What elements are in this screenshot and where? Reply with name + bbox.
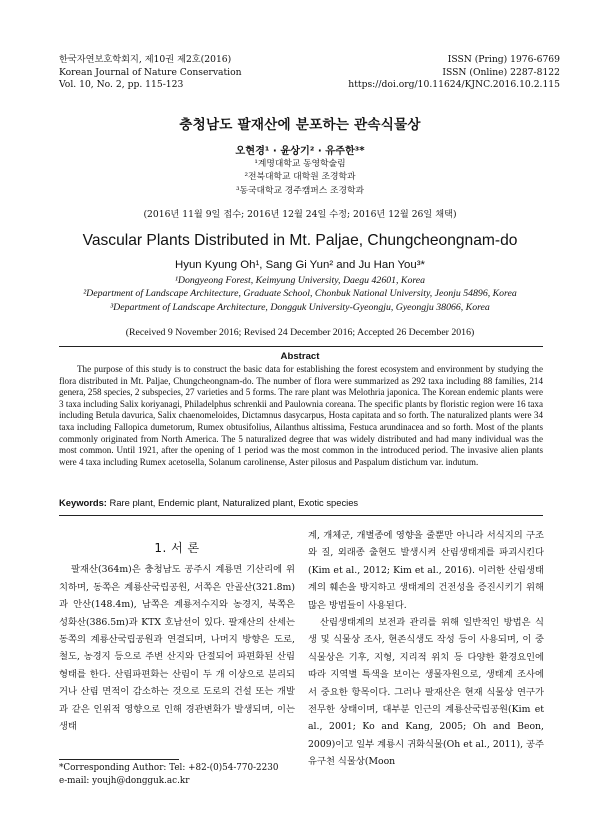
right-column <box>308 527 544 771</box>
journal-name-english: Korean Journal of Nature Conservation <box>59 66 242 78</box>
intro-paragraph-1-continued: 계, 개체군, 개별종에 영향을 줄뿐만 아니라 서식지의 구조와 질, 외래종 출현도 발생시켜 산림생태계를 파괴시킨다(Kim et al., 2012; Kim et al., 2016). 이러한 산림생태계의 훼손을 방지하고 생태계의 건전성을 증진시키기 위해 많은 방법들이 사용된다. <box>308 530 544 611</box>
journal-volume: Vol. 10, No. 2, pp. 115-123 <box>59 79 184 91</box>
corresponding-author: *Corresponding Author: Tel: +82-(0)54-770-2230 <box>59 763 279 773</box>
doi-link[interactable]: https://doi.org/10.11624/KJNC.2016.10.2.115 <box>348 79 560 91</box>
journal-header-right <box>348 54 560 92</box>
english-authors: Hyun Kyung Oh¹, Sang Gi Yun² and Ju Han You³* <box>175 259 425 271</box>
english-affiliation-2: ²Department of Landscape Architecture, Graduate School, Chonbuk National University, Jeonju 54896, Korea <box>83 288 517 300</box>
journal-header-left <box>59 54 242 92</box>
korean-affiliations <box>0 158 600 198</box>
issn-print: ISSN (Pring) 1976-6769 <box>447 54 560 65</box>
english-affiliation-3: ³Department of Landscape Architecture, Dongguk University-Gyeongju, Gyeongju 38066, Korea <box>110 301 490 313</box>
english-dates: (Received 9 November 2016; Revised 24 December 2016; Accepted 26 December 2016) <box>125 327 475 338</box>
english-affiliations <box>0 274 600 314</box>
korean-title: 충청남도 팔재산에 분포하는 관속식물상 <box>179 117 421 133</box>
korean-affiliation-1: ¹계명대학교 동영학술림 <box>254 159 346 169</box>
abstract-body: The purpose of this study is to construct the basic data for establishing the forest ecosystem and environment by studying the flora distributed in Mt. Paljae, Chungcheongnam-do. The number of flora were summarized as 292 taxa including 88 families, 214 genera, 258 species, 2 subspecies, 27 varieties and 5 forms. The rare plant was Melothria japonica. The Korean endemic plants were 3 taxa including Salix koriyanagi, Philadelphus schrenkii and Paulownia coreana. The specific plants by floristic region were 16 taxa including Betula davurica, Salix chaenomeloides, Dictamnus dasycarpus, Hosta capitata and so forth. The naturalized plants were 34 taxa including Fallopica dumetorum, Rumex obtusifolius, Ailanthus altissima, Festuca arundinacea and so forth. Most of the plants commonly originated from North America. The 5 naturalized degree that was widely distributed and had many individual was the most common. Until 1921, after the opening of 1 period was the most common in the introduced period. The invasive alien plants were 4 taxa including Rumex acetosella, Solanum carolinense, Aster pilosus and Paspalum distichum var. indutum. <box>59 364 543 467</box>
english-affiliation-1: ¹Dongyeong Forest, Keimyung University, Daegu 42601, Korea <box>174 275 426 286</box>
english-title: Vascular Plants Distributed in Mt. Paljae, Chungcheongnam-do <box>82 232 518 249</box>
keywords-text: Rare plant, Endemic plant, Naturalized plant, Exotic species <box>109 497 359 508</box>
korean-authors: 오현경¹ · 윤상기² · 유주한³* <box>235 146 365 157</box>
abstract-heading: Abstract <box>280 351 320 362</box>
footnote <box>59 762 299 788</box>
intro-paragraph-1: 팔재산(364m)은 충청남도 공주시 계룡면 기산리에 위치하며, 동쪽은 계룡산국립공원, 서쪽은 안골산(321.8m)과 안산(148.4m), 남쪽은 계룡저수지와 농경지, 북쪽은 성화산(386.5m)과 KTX 호남선이 있다. 팔재산의 산세는 동쪽의 계룡산국립공원과 연결되며, 나머지 방향은 도로, 철도, 농경지 등으로 주변 산지와 단절되어 파편화된 산림 형태를 한다. 산림파편화는 산림이 두 개 이상으로 분리되거나 산림 면적이 감소하는 것으로 도로의 건설 또는 개발과 같은 인위적 영향으로 인해 경관변화가 발생되며, 이는 생태 <box>59 564 295 733</box>
journal-name-korean: 한국자연보호학회지, 제10권 제2호(2016) <box>59 54 232 65</box>
abstract-top-rule <box>59 346 543 347</box>
korean-affiliation-3: ³동국대학교 경주캠퍼스 조경학과 <box>235 185 365 196</box>
corresponding-email[interactable]: e-mail: youjh@dongguk.ac.kr <box>59 776 190 786</box>
left-column <box>59 540 295 735</box>
korean-affiliation-2: ²전북대학교 대학원 조경학과 <box>244 172 356 183</box>
keywords-label: Keywords: <box>59 497 107 508</box>
intro-paragraph-2: 산림생태계의 보전과 관리를 위해 일반적인 방법은 식생 및 식물상 조사, 현존식생도 작성 등이 사용되며, 이 중 식물상은 기후, 지형, 지리적 위치 등 다양한 환경요인에 따라 지역별 특색을 보이는 생물자원으로, 생태계 조사에서 중요한 항목이다. 그러나 팔재산은 현재 식물상 연구가 전무한 상태이며, 대부분 인근의 계룡산국립공원(Kim et al., 2001; Ko and Kang, 2005; Oh and Beon, 2009)이고 일부 계룡시 귀화식물(Oh et al., 2011), 공주 유구천 식물상(Moon <box>308 617 544 768</box>
issn-online: ISSN (Online) 2287-8122 <box>442 66 560 78</box>
keywords-line <box>59 497 543 508</box>
abstract-bottom-rule <box>59 515 543 516</box>
section-heading: 1. 서 론 <box>154 541 200 555</box>
korean-dates: (2016년 11월 9일 접수; 2016년 12월 24일 수정; 2016년 12월 26일 채택) <box>143 209 457 220</box>
footnote-rule <box>59 759 179 760</box>
